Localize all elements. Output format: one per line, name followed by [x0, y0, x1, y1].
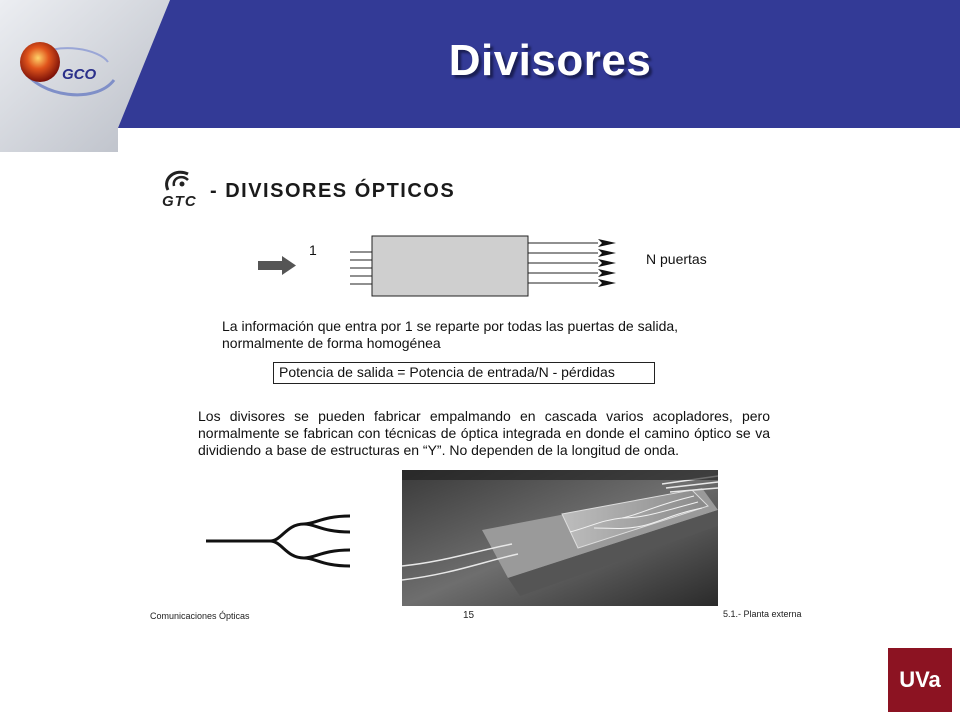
output-ports-label: N puertas: [646, 251, 707, 267]
footer-page-number: 15: [463, 610, 475, 621]
footer-section: 5.1.- Planta externa: [723, 609, 802, 619]
input-fibers: [350, 252, 372, 284]
integrated-splitter-photo: [402, 470, 718, 606]
paragraph-text: Los divisores se pueden fabricar empalmando en cascada varios acopladores, pero normalmente se fabrican con técnicas de óptica integrada en donde el camino óptico se va dividiendo a base de estructuras en “Y”. No dependen de la longitud de onda.: [198, 408, 770, 458]
output-fibers: [528, 243, 598, 283]
y-branch-diagram: [200, 508, 360, 580]
splitter-box: [372, 236, 528, 296]
slide-title: Divisores: [448, 36, 652, 85]
output-arrows: [598, 239, 616, 287]
gtc-logo-text: GTC: [162, 193, 197, 210]
footer-course-name: Comunicaciones Ópticas: [150, 611, 250, 621]
uva-logo: UVa: [888, 648, 952, 712]
gco-logo-text: GCO: [62, 66, 97, 83]
input-arrow: [258, 256, 296, 275]
input-port-label: 1: [309, 242, 317, 258]
formula-box: Potencia de salida = Potencia de entrada/N - pérdidas: [273, 362, 655, 384]
splitter-diagram: [250, 228, 630, 304]
description-text: La información que entra por 1 se reparte por todas las puertas de salida, normalmente de forma homogénea: [222, 318, 679, 351]
section-title: - DIVISORES ÓPTICOS: [210, 180, 456, 202]
